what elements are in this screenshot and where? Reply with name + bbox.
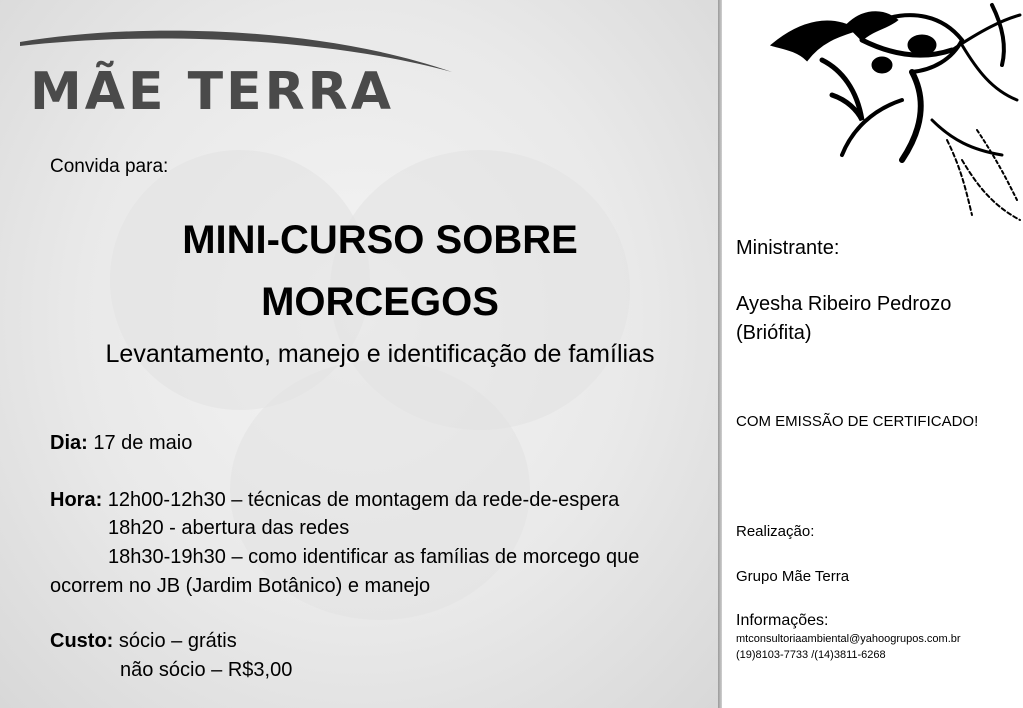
- organizer-name: Grupo Mãe Terra: [736, 568, 850, 585]
- course-subtitle: Levantamento, manejo e identificação de famílias: [105, 340, 655, 368]
- logo-wordmark: MÃE TERRA: [30, 62, 394, 122]
- time-label: Hora:: [50, 489, 103, 511]
- contact-phone: (19)8103-7733 /(14)3811-6268: [736, 649, 886, 661]
- course-title-line1: MINI-CURSO SOBRE: [182, 218, 578, 262]
- cost-value-1: sócio – grátis: [118, 630, 237, 652]
- time-value-1: 12h00-12h30 – técnicas de montagem da rede-de-espera: [107, 489, 620, 511]
- cost-line-2: não sócio – R$3,00: [120, 659, 293, 681]
- time-line-2: 18h20 - abertura das redes: [108, 517, 350, 539]
- cost-line-1: [50, 630, 237, 653]
- intro-text: Convida para:: [50, 156, 169, 177]
- bat-illustration-icon: [762, 0, 1023, 225]
- flyer-sidebar: [722, 0, 1023, 708]
- certificate-notice: COM EMISSÃO DE CERTIFICADO!: [736, 413, 979, 430]
- time-line-3: 18h30-19h30 – como identificar as famílias de morcego que: [108, 546, 640, 568]
- cost-label: Custo:: [50, 630, 114, 652]
- instructor-role: (Briófita): [736, 322, 812, 344]
- time-line-1: [50, 489, 619, 512]
- date-line: [50, 432, 192, 455]
- contact-email: mtconsultoriaambiental@yahoogrupos.com.br: [736, 633, 961, 645]
- instructor-label: Ministrante:: [736, 237, 840, 259]
- course-title-line2: MORCEGOS: [261, 280, 499, 324]
- instructor-name: Ayesha Ribeiro Pedrozo: [736, 293, 952, 315]
- date-value: 17 de maio: [93, 432, 193, 454]
- info-label: Informações:: [736, 612, 829, 629]
- time-line-4: ocorrem no JB (Jardim Botânico) e manejo: [50, 575, 431, 597]
- date-label: Dia:: [50, 432, 88, 454]
- organizer-label: Realização:: [736, 523, 815, 540]
